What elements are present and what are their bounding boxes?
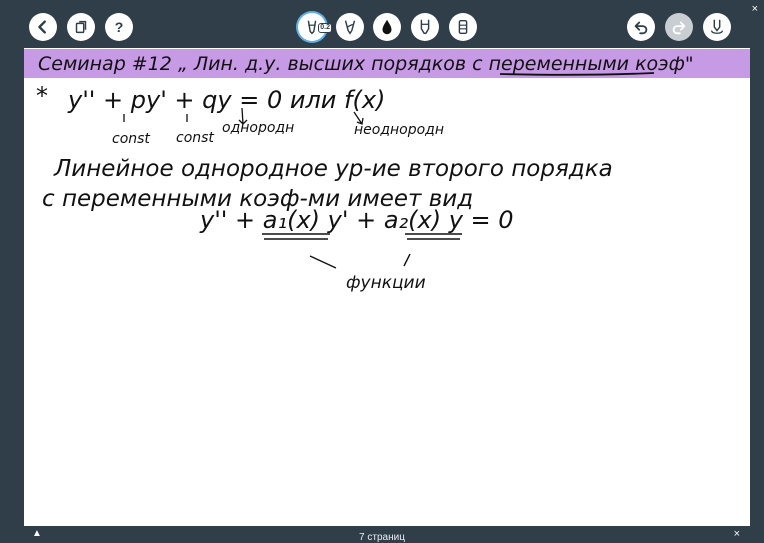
text-line-2: Линейное однородное ур-ие второго порядка	[54, 156, 613, 182]
label-homogeneous: однородн	[222, 120, 295, 136]
highlighter-tool-button[interactable]	[411, 13, 439, 41]
label-const-1: const	[112, 131, 150, 147]
pointer-a1	[310, 256, 336, 268]
equation-2: y'' + a₁(x) y' + a₂(x) y = 0	[200, 206, 514, 234]
pen-tool-button[interactable]	[298, 13, 330, 41]
ink-drop-icon	[378, 18, 396, 36]
highlighter-tool-icon	[416, 18, 434, 36]
help-button[interactable]	[105, 13, 133, 41]
top-toolbar	[0, 0, 764, 48]
star-mark: *	[36, 82, 48, 110]
underline-a2	[405, 234, 462, 239]
eraser-tool-button[interactable]	[449, 13, 477, 41]
equation-1: y'' + py' + qy = 0 или f(x)	[68, 86, 386, 114]
chevron-up-icon[interactable]: ▲	[32, 528, 42, 539]
underline-a1	[262, 234, 330, 239]
ink-drop-button[interactable]	[373, 13, 401, 41]
back-button[interactable]	[29, 13, 57, 41]
copy-pages-icon	[72, 18, 90, 36]
chevron-left-icon	[34, 18, 52, 36]
pages-count[interactable]: 7 страниц	[359, 532, 405, 543]
redo-button[interactable]	[665, 13, 693, 41]
marker-tool-button[interactable]	[336, 13, 364, 41]
bottom-close-icon[interactable]: ×	[733, 528, 740, 540]
bottom-bar	[0, 526, 764, 543]
close-icon[interactable]: ×	[751, 3, 758, 15]
label-const-2: const	[176, 130, 214, 146]
label-nonhomogeneous: неоднородн	[354, 122, 445, 138]
undo-button[interactable]	[627, 13, 655, 41]
pen-size-badge: 0.2	[320, 24, 330, 31]
help-icon: ?	[114, 19, 124, 35]
undo-icon	[632, 18, 650, 36]
label-functions: функции	[346, 273, 426, 293]
eraser-tool-icon	[454, 18, 472, 36]
lasso-tool-button[interactable]	[703, 13, 731, 41]
handwritten-notes	[24, 48, 750, 526]
note-page[interactable]	[24, 48, 750, 526]
marker-tool-icon	[341, 18, 359, 36]
pointer-a2	[404, 254, 410, 266]
lasso-tool-icon	[708, 18, 726, 36]
header-title: Семинар #12 „ Лин. д.у. высших порядков с переменными коэф"	[38, 53, 694, 75]
text-line-3: с переменными коэф-ми имеет вид	[42, 186, 474, 212]
pages-button[interactable]	[67, 13, 95, 41]
redo-icon	[670, 18, 688, 36]
